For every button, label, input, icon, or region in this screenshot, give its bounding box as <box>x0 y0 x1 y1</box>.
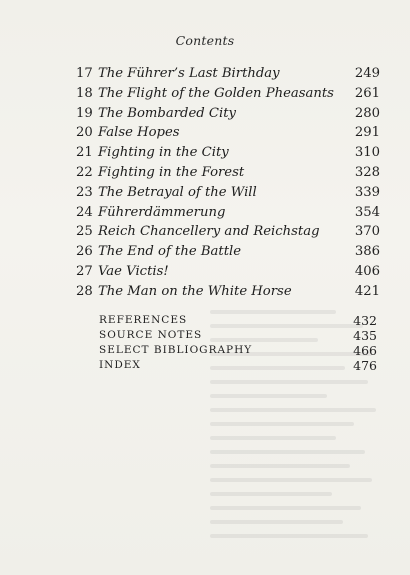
chapter-page-number: 339 <box>354 184 380 200</box>
chapter-title: Fighting in the Forest <box>98 164 245 180</box>
chapter-title: The Bombarded City <box>98 105 236 121</box>
chapter-entry <box>76 64 380 84</box>
back-matter-entry <box>99 358 377 373</box>
chapter-page-number: 249 <box>354 66 380 81</box>
chapter-list <box>76 64 380 302</box>
chapter-page-number: 310 <box>354 145 380 161</box>
chapter-number: 21 <box>76 145 93 161</box>
back-matter-entry <box>99 343 377 358</box>
back-matter-page-number: 432 <box>353 313 377 328</box>
back-matter-entry <box>99 328 377 343</box>
chapter-entry <box>76 123 380 143</box>
chapter-number: 17 <box>76 66 93 81</box>
chapter-page-number: 328 <box>354 164 380 180</box>
chapter-entry <box>76 143 380 163</box>
chapter-title: Reich Chancellery and Reichstag <box>98 224 320 240</box>
back-matter-page-number: 435 <box>353 328 377 343</box>
chapter-entry <box>76 84 380 104</box>
chapter-number: 19 <box>76 105 93 121</box>
chapter-entry <box>76 104 380 124</box>
contents-heading: Contents <box>175 33 235 48</box>
chapter-entry <box>76 203 380 223</box>
chapter-title: Vae Victis! <box>98 263 169 279</box>
chapter-entry <box>76 282 380 302</box>
chapter-entry <box>76 222 380 242</box>
chapter-number: 22 <box>76 164 93 180</box>
chapter-page-number: 406 <box>354 263 380 279</box>
chapter-entry <box>76 242 380 262</box>
chapter-number: 28 <box>76 283 93 299</box>
chapter-page-number: 354 <box>354 204 380 220</box>
chapter-number: 26 <box>76 244 93 260</box>
chapter-title: The Flight of the Golden Pheasants <box>98 85 334 101</box>
chapter-page-number: 386 <box>354 244 380 260</box>
chapter-number: 25 <box>76 224 93 240</box>
chapter-number: 27 <box>76 263 93 279</box>
back-matter-entry <box>99 313 377 328</box>
chapter-entry <box>76 163 380 183</box>
chapter-title: The Man on the White Horse <box>98 283 292 299</box>
chapter-entry <box>76 183 380 203</box>
back-matter-title: INDEX <box>99 359 141 371</box>
chapter-page-number: 261 <box>354 85 380 101</box>
chapter-title: The Führer’s Last Birthday <box>98 66 280 81</box>
back-matter-page-number: 466 <box>353 343 377 358</box>
back-matter-list <box>99 313 377 373</box>
chapter-page-number: 370 <box>354 224 380 240</box>
chapter-title: False Hopes <box>98 125 180 141</box>
chapter-title: Führerdämmerung <box>98 204 226 220</box>
chapter-title: The End of the Battle <box>98 244 242 260</box>
chapter-page-number: 291 <box>354 125 380 141</box>
back-matter-page-number: 476 <box>353 358 377 373</box>
chapter-title: Fighting in the City <box>98 145 229 161</box>
chapter-number: 18 <box>76 85 93 101</box>
chapter-number: 24 <box>76 204 93 220</box>
back-matter-title: REFERENCES <box>99 314 188 326</box>
chapter-page-number: 280 <box>354 105 380 121</box>
chapter-number: 23 <box>76 184 93 200</box>
back-matter-title: SELECT BIBLIOGRAPHY <box>99 344 253 356</box>
back-matter-title: SOURCE NOTES <box>99 329 203 341</box>
chapter-title: The Betrayal of the Will <box>98 184 257 200</box>
chapter-page-number: 421 <box>354 283 380 299</box>
chapter-entry <box>76 262 380 282</box>
chapter-number: 20 <box>76 125 93 141</box>
